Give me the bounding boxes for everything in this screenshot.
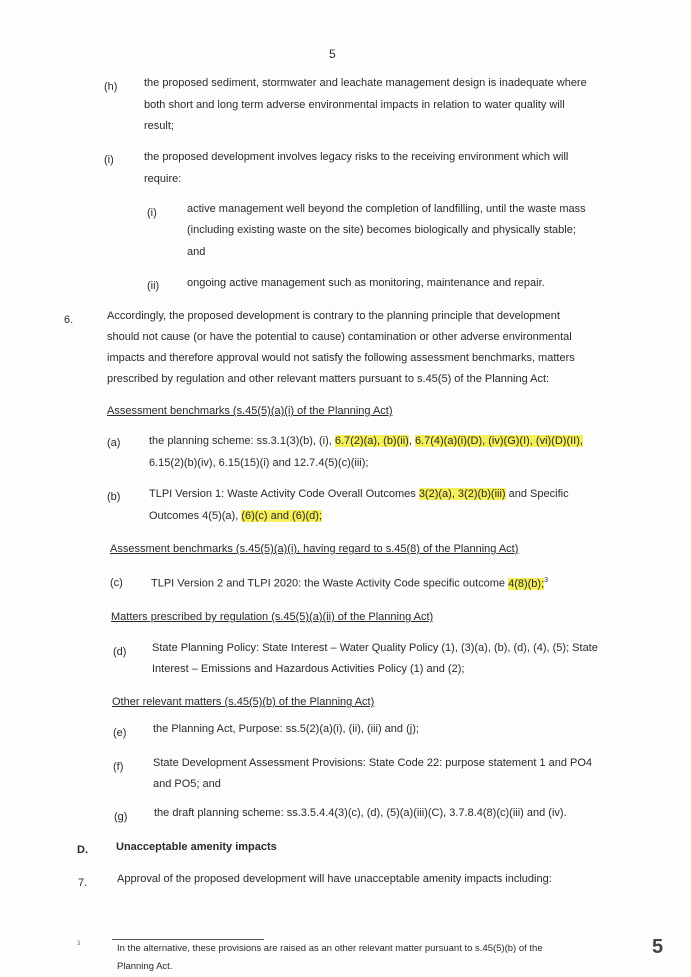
heading-assessment-benchmarks-regard: Assessment benchmarks (s.45(5)(a)(i), having regard to s.45(8) of the Planning Act) <box>110 543 519 555</box>
item-c-highlight: 4(8)(b); <box>508 577 545 590</box>
page-number: 5 <box>329 47 336 61</box>
item-a-plain: the planning scheme: ss.3.1(3)(b), (i), <box>149 435 335 447</box>
sub-i-line-2: (including existing waste on the site) becomes biologically and physically stable; <box>187 224 576 236</box>
sub-ii-line-1: ongoing active management such as monitoring, maintenance and repair. <box>187 277 545 289</box>
item-c-label: (c) <box>110 577 123 589</box>
item-b-plain: TLPI Version 1: Waste Activity Code Overall Outcomes <box>149 488 419 500</box>
item-f-label: (f) <box>113 761 124 773</box>
footnote-marker: 3 <box>77 941 81 947</box>
item-b-line-1 <box>149 487 569 502</box>
para-7-text: Approval of the proposed development will have unacceptable amenity impacts including: <box>117 873 552 885</box>
item-b-line-2 <box>149 509 322 524</box>
item-a-line-2: 6.15(2)(b)(iv), 6.15(15)(i) and 12.7.4(5)(c)(iii); <box>149 457 369 469</box>
item-a-highlight-2: 6.7(4)(a)(i)(D), (iv)(G)(I), (vi)(D)(II), <box>414 435 583 447</box>
sub-ii-label: (ii) <box>147 280 160 292</box>
footnote-line-2: Planning Act. <box>117 961 173 972</box>
heading-other-relevant-matters: Other relevant matters (s.45(5)(b) of the Planning Act) <box>112 696 375 708</box>
para-6-number: 6. <box>64 314 74 326</box>
item-b-label: (b) <box>107 491 121 503</box>
item-i-line-1: the proposed development involves legacy risks to the receiving environment which will <box>144 151 569 163</box>
section-d-title: Unacceptable amenity impacts <box>116 841 277 853</box>
item-c-plain: TLPI Version 2 and TLPI 2020: the Waste Activity Code specific outcome <box>151 577 509 590</box>
para-6-line-4: prescribed by regulation and other relevant matters pursuant to s.45(5) of the Planning Act: <box>107 373 550 385</box>
corner-page-number: 5 <box>652 936 664 958</box>
item-f-line-2: and PO5; and <box>153 778 221 790</box>
item-a-sep: , <box>408 435 415 447</box>
item-g-text: the draft planning scheme: ss.3.5.4.4(3)(c), (d), (5)(a)(iii)(C), 3.7.8.4(8)(c)(iii) and (iv). <box>154 807 567 819</box>
item-h-label: (h) <box>104 81 118 93</box>
item-a-highlight-1: 6.7(2)(a), (b)(ii) <box>334 435 409 447</box>
item-d-label: (d) <box>113 646 127 658</box>
sub-i-label: (i) <box>147 207 157 219</box>
item-b-tail: and Specific <box>505 488 569 500</box>
item-f-line-1: State Development Assessment Provisions: State Code 22: purpose statement 1 and PO4 <box>153 757 593 769</box>
item-h-line-3: result; <box>144 120 174 132</box>
heading-assessment-benchmarks: Assessment benchmarks (s.45(5)(a)(i) of the Planning Act) <box>107 405 393 417</box>
item-g-label: (g) <box>114 811 128 823</box>
item-a-line-1 <box>149 434 583 449</box>
item-c-line <box>151 573 548 592</box>
item-a-label: (a) <box>107 437 121 449</box>
footnote-line-1: In the alternative, these provisions are raised as an other relevant matter pursuant to s.45(5)(b) of the <box>117 943 543 954</box>
item-i-line-2: require: <box>144 173 182 185</box>
para-6-line-1: Accordingly, the proposed development is contrary to the planning principle that development <box>107 310 560 322</box>
sub-i-line-1: active management well beyond the completion of landfilling, until the waste mass <box>187 203 586 215</box>
footnote-ref-3[interactable]: 3 <box>544 577 549 584</box>
item-i-label: (i) <box>104 154 114 166</box>
item-e-label: (e) <box>113 727 127 739</box>
footnote-divider <box>112 939 264 940</box>
item-d-line-2: Interest – Emissions and Hazardous Activities Policy (1) and (2); <box>152 663 465 675</box>
item-h-line-1: the proposed sediment, stormwater and leachate management design is inadequate where <box>144 77 587 89</box>
item-b-plain-2: Outcomes 4(5)(a), <box>149 510 242 522</box>
item-d-line-1: State Planning Policy: State Interest – Water Quality Policy (1), (3)(a), (b), (d), (4), (5); State <box>152 642 598 654</box>
para-6-line-3: impacts and therefore approval would not satisfy the following assessment benchmarks, matters <box>107 352 575 364</box>
item-b-highlight-2: (6)(c) and (6)(d); <box>241 510 322 522</box>
para-6-line-2: should not cause (or have the potential to cause) contamination or other adverse environmental <box>107 331 572 343</box>
item-h-line-2: both short and long term adverse environmental impacts in relation to water quality will <box>144 99 565 111</box>
section-d-letter: D. <box>77 844 88 856</box>
para-7-number: 7. <box>78 877 88 889</box>
item-b-highlight-1: 3(2)(a), 3(2)(b)(iii) <box>418 488 506 500</box>
heading-matters-prescribed: Matters prescribed by regulation (s.45(5)(a)(ii) of the Planning Act) <box>111 611 434 623</box>
sub-i-line-3: and <box>187 246 206 258</box>
item-e-text: the Planning Act, Purpose: ss.5(2)(a)(i), (ii), (iii) and (j); <box>153 723 419 735</box>
